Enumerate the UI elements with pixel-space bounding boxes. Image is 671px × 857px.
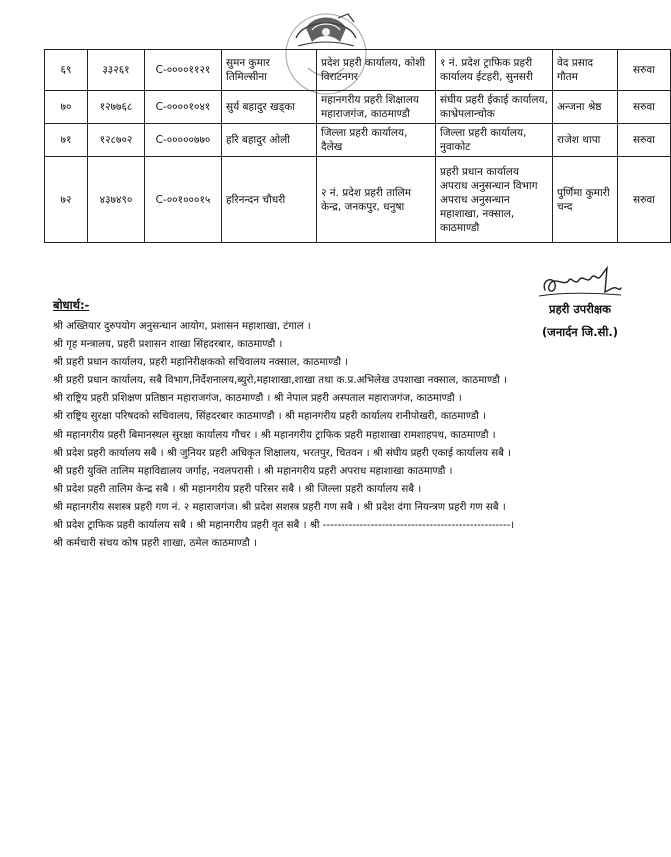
cc-line: श्री राष्ट्रिय प्रहरी प्रशिक्षण प्रतिष्ठान महाराजगंज, काठमाण्डौ । श्री नेपाल प्रहरी अस्पताल महाराजगंज, काठमाण्डौ । — [53, 393, 462, 405]
approver-name: अन्जना श्रेष्ठ — [553, 91, 618, 124]
remark: सरुवा — [618, 124, 671, 157]
remark: सरुवा — [618, 91, 671, 124]
employee-name: हरि बहादुर ओली — [222, 124, 317, 157]
signature-icon — [535, 262, 625, 302]
cc-line: श्री अख्तियार दुरुपयोग अनुसन्धान आयोग, प्रशासन महाशाखा, टंगाल । — [53, 321, 311, 332]
cc-line: श्री महानगरीय प्रहरी बिमानस्थल सुरक्षा कार्यालय गौचर । श्री महानगरीय ट्राफिक प्रहरी महाशाखा रामशाहपथ, काठमाण्डौ । — [53, 429, 496, 441]
employee-code: C-००१०००१५ — [145, 157, 222, 243]
table-row — [45, 91, 671, 124]
cc-list — [53, 318, 613, 553]
cc-line: श्री प्रहरी प्रधान कार्यालय, प्रहरी महानिरीक्षकको सचिवालय नक्साल, काठमाण्डौ । — [53, 357, 349, 369]
employee-id: १२८७०२ — [88, 124, 145, 157]
signer-title: प्रहरी उपरीक्षक — [549, 302, 611, 316]
cc-line: श्री प्रहरी प्रधान कार्यालय, सबै विभाग,निर्देशनालय,ब्युरो,महाशाखा,शाखा तथा क.प्र.अभिलेख उपशाखा नक्साल, काठमाण्डौ । — [53, 375, 507, 387]
table-row — [45, 124, 671, 157]
transfer-table — [44, 49, 671, 243]
current-office: जिल्ला प्रहरी कार्यालय, दैलेख — [317, 124, 436, 157]
current-office: २ नं. प्रदेश प्रहरी तालिम केन्द्र, जनकपुर, धनुषा — [317, 157, 436, 243]
serial-number: ७२ — [45, 157, 88, 243]
employee-id: ४३७४९० — [88, 157, 145, 243]
current-office: प्रदेश प्रहरी कार्यालय, कोशी विराटनगर — [317, 50, 436, 91]
cc-line: श्री प्रदेश प्रहरी तालिम केन्द्र सबै । श्री महानगरीय प्रहरी परिसर सबै । श्री जिल्ला प्रहरी कार्यालय सबै । — [53, 483, 422, 495]
serial-number: ७० — [45, 91, 88, 124]
approver-name: पुर्णिमा कुमारी चन्द — [553, 157, 618, 243]
cc-line: श्री महानगरीय सशस्त्र प्रहरी गण नं. २ महाराजगंज। श्री प्रदेश सशस्त्र प्रहरी गण सबै । श्री प्रदेश दंगा नियन्त्रण प्रहरी गण सबै । — [53, 501, 506, 513]
table-row — [45, 157, 671, 243]
employee-code: C-००००१०४१ — [145, 91, 222, 124]
new-office: प्रहरी प्रधान कार्यालय अपराध अनुसन्धान विभाग अपराध अनुसन्धान महाशाखा, नक्साल, काठमाण्डौ — [436, 157, 553, 243]
employee-id: ३३२६१ — [88, 50, 145, 91]
remark: सरुवा — [618, 50, 671, 91]
approver-name: राजेश थापा — [553, 124, 618, 157]
employee-name: हरिनन्दन चौधरी — [222, 157, 317, 243]
employee-code: C-००००११२१ — [145, 50, 222, 91]
cc-line: श्री प्रहरी युक्ति तालिम महाविद्यालय जर्गाह, नवलपरासी । श्री महानगरीय प्रहरी अपराध महाशाखा काठमाण्डौ । — [53, 465, 453, 477]
current-office: महानगरीय प्रहरी शिक्षालय महाराजगंज, काठमाण्डौ — [317, 91, 436, 124]
bodhartha-heading: बोधार्थ:- — [53, 298, 90, 312]
employee-id: १२७७६८ — [88, 91, 145, 124]
cc-line: श्री कर्मचारी संचय कोष प्रहरी शाखा, ठमेल काठमाण्डौ । — [53, 538, 257, 550]
serial-number: ६९ — [45, 50, 88, 91]
employee-name: सुर्य बहादुर खड्का — [222, 91, 317, 124]
serial-number: ७१ — [45, 124, 88, 157]
new-office: १ नं. प्रदेश ट्राफिक प्रहरी कार्यालय ईटहरी, सुनसरी — [436, 50, 553, 91]
cc-line: श्री प्रदेश ट्राफिक प्रहरी कार्यालय सबै । श्री महानगरीय प्रहरी वृत सबै । श्री ---------------------------------------------------। — [53, 520, 515, 532]
cc-line: श्री गृह मन्त्रालय, प्रहरी प्रशासन शाखा सिंहदरबार, काठमाण्डौ । — [53, 339, 283, 351]
employee-name: सुमन कुमार तिमिल्सीना — [222, 50, 317, 91]
signer-name: (जनार्दन जि.सी.) — [542, 325, 618, 339]
new-office: संघीय प्रहरी ईकाई कार्यालय, काभ्रेपलान्चोक — [436, 91, 553, 124]
cc-line: श्री राष्ट्रिय सुरक्षा परिषदको सचिवालय, सिंहदरबार काठमाण्डौ । श्री महानगरीय प्रहरी कार्यालय रानीपोखरी, काठमाण्डौ । — [53, 411, 486, 423]
table-row — [45, 50, 671, 91]
cc-line: श्री प्रदेश प्रहरी कार्यालय सबै । श्री जुनियर प्रहरी अधिकृत शिक्षालय, भरतपुर, चितवन । श्री संघीय प्रहरी एकाई कार्यालय सबै । — [53, 447, 512, 459]
new-office: जिल्ला प्रहरी कार्यालय, नुवाकोट — [436, 124, 553, 157]
employee-code: C-०००००७७० — [145, 124, 222, 157]
approver-name: वेद प्रसाद गौतम — [553, 50, 618, 91]
remark: सरुवा — [618, 157, 671, 243]
